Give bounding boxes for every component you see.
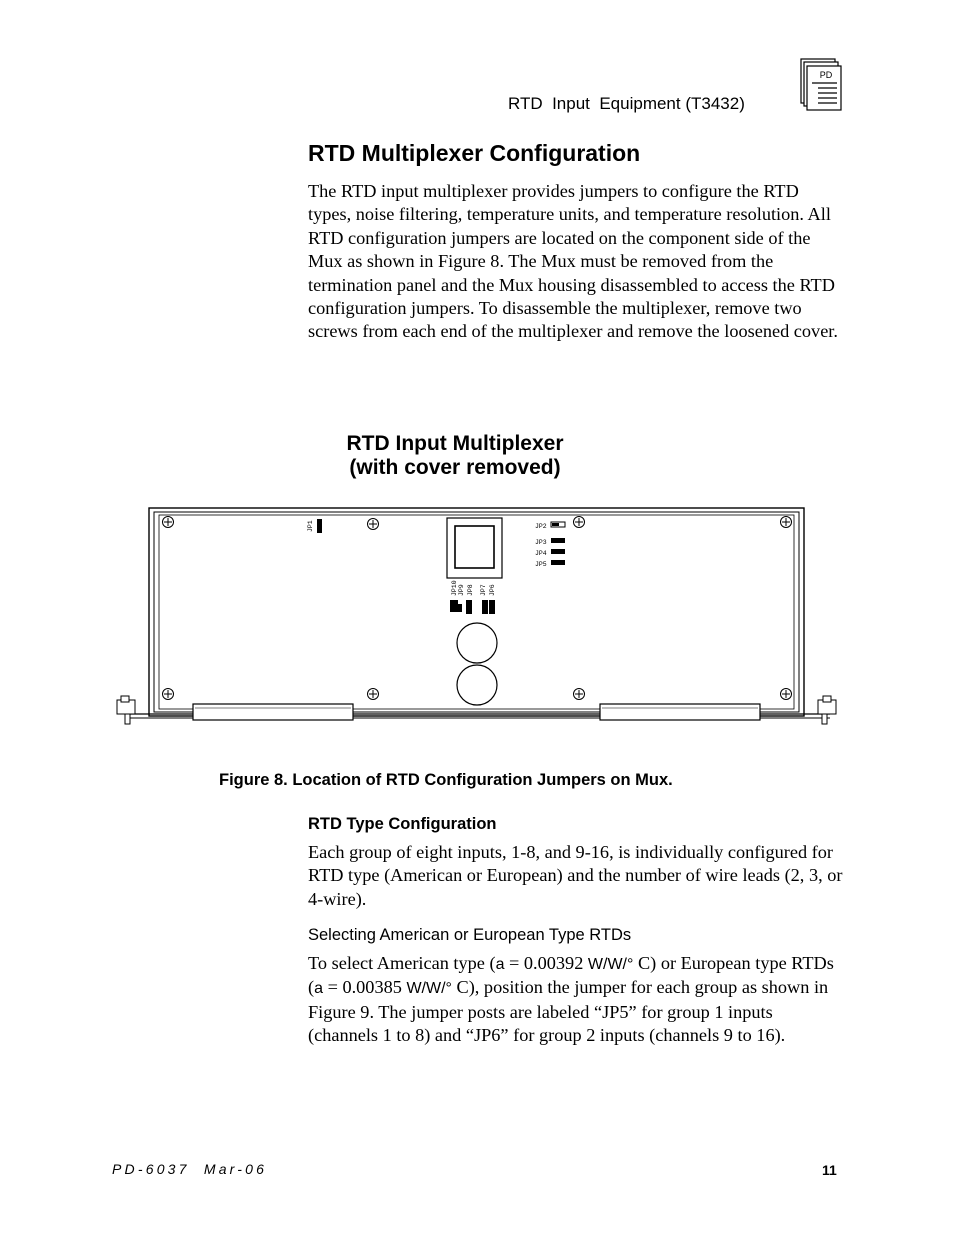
footer-doc-id: PD-6037 Mar-06 — [112, 1161, 268, 1177]
subsubsection-heading: Selecting American or European Type RTDs — [308, 926, 632, 944]
right-end-connector — [818, 696, 836, 724]
section-title: RTD Multiplexer Configuration — [308, 140, 641, 166]
selecting-paragraph — [308, 952, 843, 1048]
pd-logo-text: PD — [819, 70, 833, 80]
unit-symbol: W/W/° — [587, 956, 634, 973]
svg-text:JP8: JP8 — [467, 584, 474, 596]
jumper-jp3 — [535, 538, 565, 546]
alpha-symbol: a — [314, 980, 323, 998]
figure-heading — [300, 432, 610, 480]
text-run: C), position the jumper for each group as shown in Figure 9. The jumper posts are labeled “JP5” for group 1 inputs (channels 1 to 8) and “JP6” for group 2 inputs (channels 9 to 16). — [308, 977, 829, 1046]
jumper-jp6 — [489, 584, 496, 614]
intro-paragraph: The RTD input multiplexer provides jumpers to configure the RTD types, noise filtering, temperature units, and temperature resolution. All RTD configuration jumpers are located on the component side of the Mux as shown in Figure 8. The Mux must be removed from the termination panel and the Mux housing disassembled to access the RTD configuration jumpers. To disassemble the multiplexer, remove two screws from each end of the multiplexer and remove the loosened cover. — [308, 181, 838, 342]
figure-caption: Figure 8. Location of RTD Configuration Jumpers on Mux. — [219, 771, 673, 789]
text-run: To select American type ( — [308, 953, 496, 973]
figure-heading-line-1: RTD Input Multiplexer — [346, 432, 564, 455]
ic-chip — [447, 518, 502, 578]
running-header: RTD Input Equipment (T3432) — [508, 94, 745, 113]
capacitor — [457, 665, 497, 705]
left-end-connector — [117, 696, 135, 724]
pd-document-icon — [800, 58, 842, 112]
alpha-symbol: a — [495, 956, 505, 973]
text-run: = 0.00392 — [504, 953, 588, 973]
unit-symbol: W/W/° — [406, 980, 452, 998]
figure-heading-line-2: (with cover removed) — [349, 456, 561, 479]
svg-text:JP5: JP5 — [535, 561, 547, 568]
subsection-heading: RTD Type Configuration — [308, 815, 497, 833]
text-run: C) or European type RTDs ( — [308, 953, 834, 998]
capacitor — [457, 623, 497, 663]
jumper-jp2 — [535, 522, 565, 530]
jumper-jp5 — [535, 560, 565, 568]
svg-text:JP6: JP6 — [489, 584, 496, 596]
jumper-jp4 — [535, 549, 565, 557]
svg-text:JP1: JP1 — [307, 520, 314, 532]
rtd-type-paragraph: Each group of eight inputs, 1-8, and 9-16, is individually configured for RTD type (American or European) and the number of wire leads (2, 3, or 4-wire). — [308, 842, 843, 909]
jumper-jp8 — [467, 584, 474, 596]
mux-diagram — [115, 500, 840, 730]
page-number: 11 — [822, 1162, 837, 1178]
jumper-jp1 — [307, 519, 322, 533]
svg-text:JP4: JP4 — [535, 550, 547, 557]
jumper-jp7 — [480, 584, 488, 614]
svg-text:JP9: JP9 — [458, 584, 465, 596]
text-run: = 0.00385 — [323, 977, 407, 998]
svg-text:JP10: JP10 — [451, 580, 458, 596]
svg-text:JP7: JP7 — [480, 584, 487, 596]
svg-text:JP3: JP3 — [535, 539, 547, 546]
svg-text:JP2: JP2 — [535, 523, 547, 530]
